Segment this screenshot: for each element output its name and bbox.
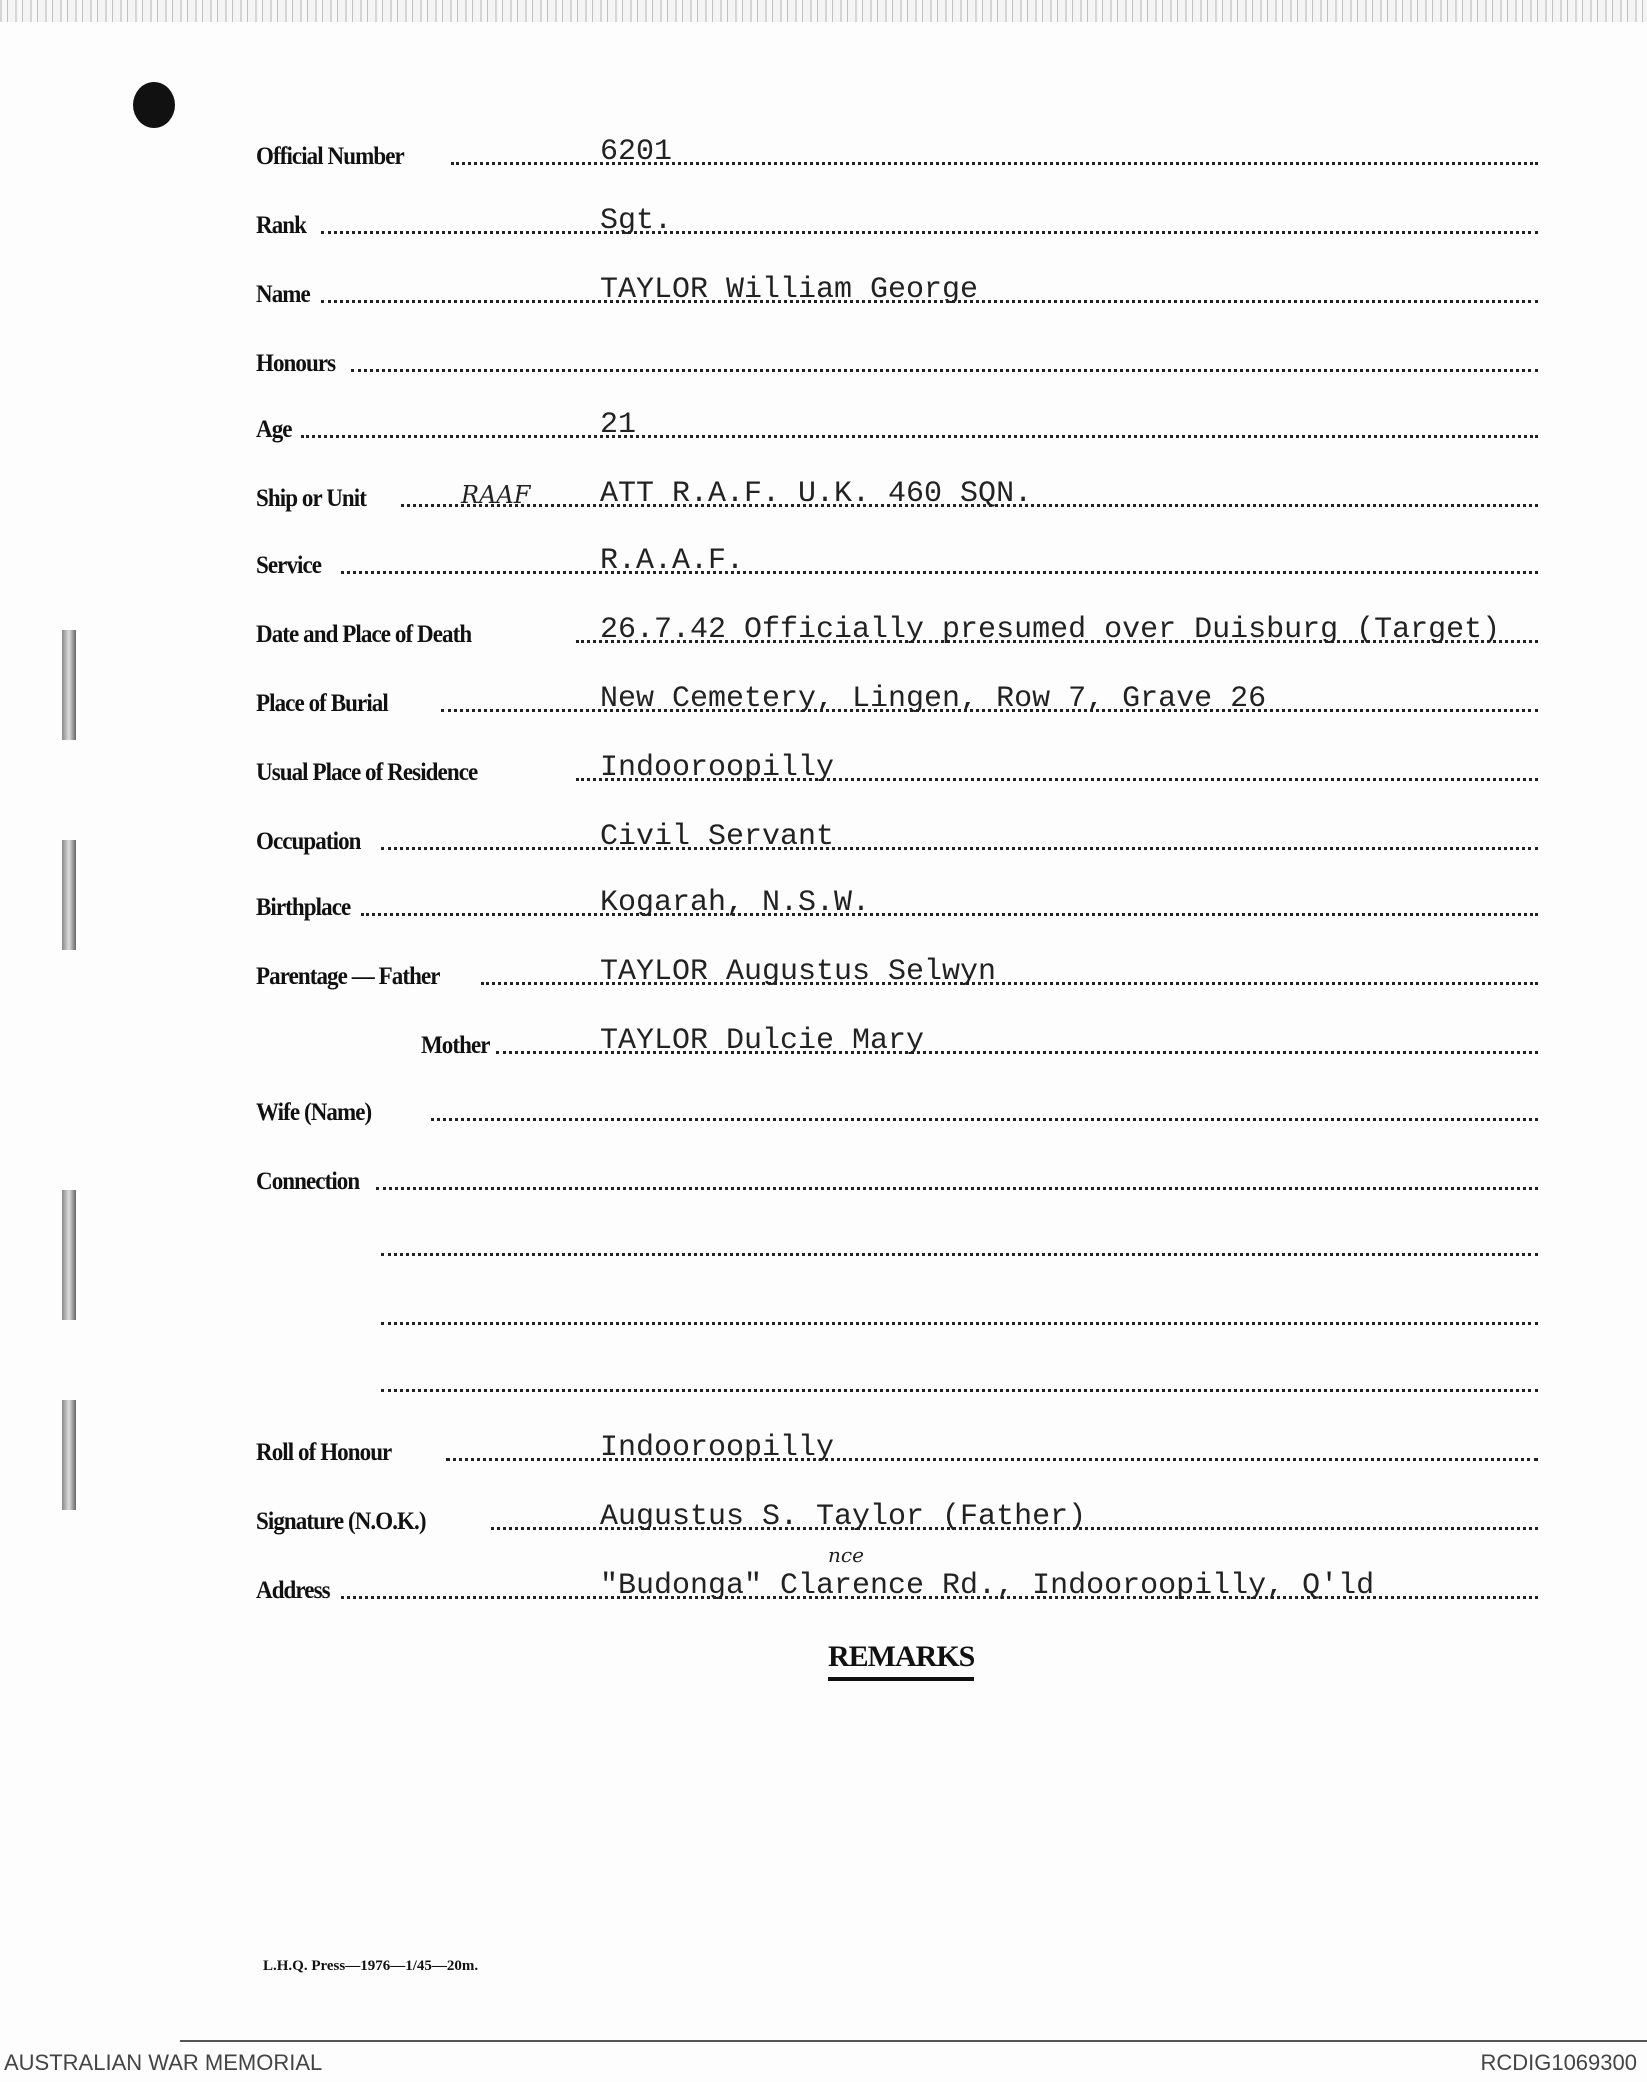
field-label: Service — [256, 552, 322, 579]
dotted-leader — [341, 571, 1538, 574]
field-label: Occupation — [256, 828, 361, 855]
dotted-leader — [301, 435, 1538, 438]
field-label: Signature (N.O.K.) — [256, 1508, 426, 1535]
field-value: 6201 — [600, 135, 673, 169]
dotted-leader — [381, 1389, 1538, 1392]
dotted-leader — [431, 1118, 1538, 1121]
form-row — [256, 1427, 1538, 1467]
field-label: Ship or Unit — [256, 485, 366, 512]
binder-mark — [62, 1400, 76, 1510]
field-value: TAYLOR Augustus Selwyn — [600, 955, 997, 989]
dotted-leader — [376, 1187, 1538, 1190]
punch-hole — [133, 82, 175, 128]
field-value: Civil Servant — [600, 820, 835, 854]
form-row — [256, 951, 1538, 991]
field-label: Rank — [256, 212, 307, 239]
field-value: New Cemetery, Lingen, Row 7, Grave 26 — [600, 682, 1267, 716]
field-label: Official Number — [256, 143, 404, 170]
field-label: Place of Burial — [256, 690, 388, 717]
handwritten-annotation: nce — [828, 1543, 864, 1567]
field-label: Usual Place of Residence — [256, 759, 478, 786]
form-row — [256, 269, 1538, 309]
form-row — [256, 473, 1538, 513]
field-value: TAYLOR William George — [600, 273, 979, 307]
field-label: Age — [256, 416, 292, 443]
form-row — [256, 1156, 1538, 1196]
field-value: R.A.A.F. — [600, 544, 745, 578]
form-row — [256, 1020, 1538, 1060]
form-row — [256, 1087, 1538, 1127]
field-value: Indooroopilly — [600, 751, 835, 785]
field-value: 26.7.42 Officially presumed over Duisburg (Target) — [600, 613, 1501, 647]
field-label: Address — [256, 1577, 330, 1604]
dotted-leader — [381, 1322, 1538, 1325]
field-value: "Budonga" Clarence Rd., Indooroopilly, Q'ld — [600, 1569, 1375, 1603]
dotted-leader — [381, 847, 1538, 850]
dotted-leader — [321, 231, 1538, 234]
form-row — [256, 1543, 1538, 1605]
form-row — [256, 609, 1538, 649]
field-value: Kogarah, N.S.W. — [600, 886, 871, 920]
field-label: Connection — [256, 1168, 360, 1195]
form-row — [256, 1358, 1538, 1398]
form-row — [256, 200, 1538, 240]
field-label: Honours — [256, 350, 336, 377]
field-value: Indooroopilly — [600, 1431, 835, 1465]
divider — [180, 2040, 1647, 2042]
scan-edge — [0, 0, 1647, 22]
handwritten-annotation: RAAF — [461, 481, 531, 509]
field-value: 21 — [600, 408, 637, 442]
field-label: Wife (Name) — [256, 1099, 372, 1126]
binder-mark — [62, 1190, 76, 1320]
footer-right: RCDIG1069300 — [1480, 2050, 1637, 2075]
binder-mark — [62, 630, 76, 740]
footer-left: AUSTRALIAN WAR MEMORIAL — [4, 2050, 323, 2075]
form-row — [256, 816, 1538, 856]
form-row — [256, 131, 1538, 171]
dotted-leader — [381, 1253, 1538, 1256]
field-label: Date and Place of Death — [256, 621, 472, 648]
form-row — [256, 678, 1538, 718]
field-value: TAYLOR Dulcie Mary — [600, 1024, 925, 1058]
form-row — [256, 1222, 1538, 1262]
binder-mark — [62, 840, 76, 950]
form-row — [256, 338, 1538, 378]
field-value: Sgt. — [600, 204, 673, 238]
form-row — [256, 1496, 1538, 1536]
form-row — [256, 540, 1538, 580]
form-row — [256, 404, 1538, 444]
form-row — [256, 747, 1538, 787]
field-label: Birthplace — [256, 894, 351, 921]
field-label: Name — [256, 281, 310, 308]
form-row — [256, 1291, 1538, 1331]
form-row — [256, 882, 1538, 922]
field-label: Roll of Honour — [256, 1439, 392, 1466]
remarks-heading: REMARKS — [828, 1640, 974, 1681]
dotted-leader — [361, 913, 1538, 916]
printer-note: L.H.Q. Press—1976—1/45—20m. — [263, 1958, 479, 1974]
field-value: Augustus S. Taylor (Father) — [600, 1500, 1087, 1534]
field-label: Mother — [421, 1032, 490, 1059]
dotted-leader — [351, 369, 1538, 372]
field-label: Parentage — Father — [256, 963, 440, 990]
field-value: ATT R.A.F. U.K. 460 SQN. — [600, 477, 1033, 511]
